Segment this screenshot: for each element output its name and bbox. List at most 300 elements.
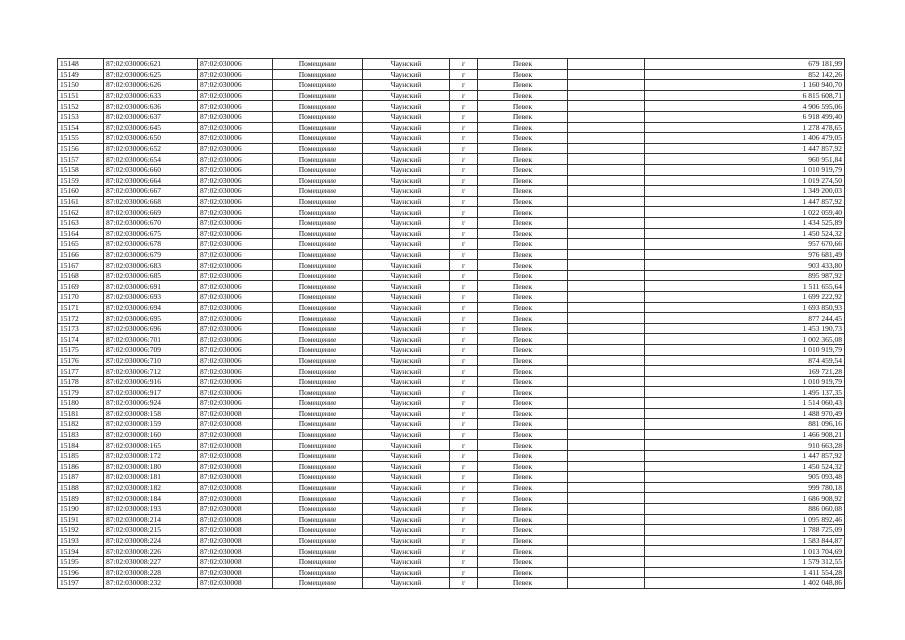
- street-cell: [568, 461, 645, 472]
- settlement-type: г: [450, 323, 478, 334]
- cadastral-number: 87:02:030006:654: [104, 154, 198, 165]
- cadastral-value: 1 019 274,50: [645, 175, 845, 186]
- row-number: 15155: [58, 133, 104, 144]
- cadastral-value: 960 951,84: [645, 154, 845, 165]
- settlement-name: Певек: [478, 493, 568, 504]
- cadastral-value: 1 511 655,64: [645, 281, 845, 292]
- cadastral-number: 87:02:030008:184: [104, 493, 198, 504]
- district-name: Чаунский: [363, 143, 450, 154]
- cadastral-value: 957 670,66: [645, 239, 845, 250]
- row-number: 15170: [58, 292, 104, 303]
- district-name: Чаунский: [363, 239, 450, 250]
- street-cell: [568, 175, 645, 186]
- cadastral-value: 1 160 940,70: [645, 80, 845, 91]
- settlement-name: Певек: [478, 514, 568, 525]
- cadastral-number: 87:02:030006:694: [104, 302, 198, 313]
- settlement-type: г: [450, 408, 478, 419]
- settlement-type: г: [450, 567, 478, 578]
- street-cell: [568, 482, 645, 493]
- cadastral-value: 1 788 725,09: [645, 525, 845, 536]
- cadastral-block: 87:02:030008: [198, 482, 273, 493]
- object-type: Помещение: [273, 270, 363, 281]
- row-number: 15196: [58, 567, 104, 578]
- object-type: Помещение: [273, 69, 363, 80]
- cadastral-number: 87:02:030006:670: [104, 217, 198, 228]
- object-type: Помещение: [273, 567, 363, 578]
- cadastral-value-table: [57, 58, 845, 589]
- table-row: [58, 334, 845, 345]
- street-cell: [568, 345, 645, 356]
- district-name: Чаунский: [363, 101, 450, 112]
- cadastral-number: 87:02:030006:675: [104, 228, 198, 239]
- district-name: Чаунский: [363, 186, 450, 197]
- cadastral-value: 1 010 919,79: [645, 345, 845, 356]
- row-number: 15178: [58, 376, 104, 387]
- district-name: Чаунский: [363, 133, 450, 144]
- settlement-name: Певек: [478, 482, 568, 493]
- cadastral-block: 87:02:030008: [198, 429, 273, 440]
- district-name: Чаунский: [363, 408, 450, 419]
- street-cell: [568, 154, 645, 165]
- object-type: Помещение: [273, 556, 363, 567]
- object-type: Помещение: [273, 525, 363, 536]
- street-cell: [568, 450, 645, 461]
- settlement-name: Певек: [478, 546, 568, 557]
- street-cell: [568, 567, 645, 578]
- settlement-type: г: [450, 387, 478, 398]
- settlement-name: Певек: [478, 228, 568, 239]
- settlement-type: г: [450, 281, 478, 292]
- settlement-name: Певек: [478, 440, 568, 451]
- table-row: [58, 482, 845, 493]
- object-type: Помещение: [273, 398, 363, 409]
- cadastral-block: 87:02:030006: [198, 69, 273, 80]
- table-row: [58, 429, 845, 440]
- table-row: [58, 260, 845, 271]
- table-row: [58, 546, 845, 557]
- cadastral-block: 87:02:030008: [198, 419, 273, 430]
- table-row: [58, 345, 845, 356]
- cadastral-value: 1 699 222,92: [645, 292, 845, 303]
- settlement-type: г: [450, 164, 478, 175]
- row-number: 15193: [58, 535, 104, 546]
- row-number: 15156: [58, 143, 104, 154]
- row-number: 15148: [58, 59, 104, 70]
- row-number: 15157: [58, 154, 104, 165]
- cadastral-block: 87:02:030006: [198, 334, 273, 345]
- settlement-name: Певек: [478, 249, 568, 260]
- cadastral-value: 1 002 365,08: [645, 334, 845, 345]
- settlement-type: г: [450, 376, 478, 387]
- table-row: [58, 101, 845, 112]
- cadastral-block: 87:02:030006: [198, 376, 273, 387]
- table-row: [58, 366, 845, 377]
- cadastral-block: 87:02:030008: [198, 503, 273, 514]
- settlement-name: Певек: [478, 196, 568, 207]
- street-cell: [568, 525, 645, 536]
- street-cell: [568, 122, 645, 133]
- street-cell: [568, 164, 645, 175]
- cadastral-block: 87:02:030008: [198, 578, 273, 589]
- cadastral-number: 87:02:030008:158: [104, 408, 198, 419]
- cadastral-value: 910 663,28: [645, 440, 845, 451]
- table-row: [58, 69, 845, 80]
- row-number: 15184: [58, 440, 104, 451]
- object-type: Помещение: [273, 154, 363, 165]
- cadastral-block: 87:02:030006: [198, 355, 273, 366]
- row-number: 15185: [58, 450, 104, 461]
- row-number: 15154: [58, 122, 104, 133]
- settlement-type: г: [450, 260, 478, 271]
- cadastral-value: 1 579 312,55: [645, 556, 845, 567]
- object-type: Помещение: [273, 217, 363, 228]
- cadastral-number: 87:02:030006:621: [104, 59, 198, 70]
- cadastral-number: 87:02:030008:165: [104, 440, 198, 451]
- settlement-name: Певек: [478, 111, 568, 122]
- district-name: Чаунский: [363, 493, 450, 504]
- street-cell: [568, 270, 645, 281]
- table-row: [58, 217, 845, 228]
- table-body: [58, 59, 845, 589]
- object-type: Помещение: [273, 450, 363, 461]
- cadastral-number: 87:02:030006:695: [104, 313, 198, 324]
- table-row: [58, 122, 845, 133]
- object-type: Помещение: [273, 472, 363, 483]
- table-row: [58, 90, 845, 101]
- district-name: Чаунский: [363, 567, 450, 578]
- table-row: [58, 133, 845, 144]
- settlement-name: Певек: [478, 387, 568, 398]
- table-row: [58, 270, 845, 281]
- district-name: Чаунский: [363, 398, 450, 409]
- object-type: Помещение: [273, 440, 363, 451]
- cadastral-number: 87:02:030006:693: [104, 292, 198, 303]
- cadastral-number: 87:02:030006:636: [104, 101, 198, 112]
- object-type: Помещение: [273, 122, 363, 133]
- street-cell: [568, 313, 645, 324]
- object-type: Помещение: [273, 313, 363, 324]
- street-cell: [568, 59, 645, 70]
- cadastral-block: 87:02:030006: [198, 90, 273, 101]
- cadastral-value: 6 815 608,71: [645, 90, 845, 101]
- settlement-type: г: [450, 228, 478, 239]
- district-name: Чаунский: [363, 249, 450, 260]
- settlement-name: Певек: [478, 69, 568, 80]
- cadastral-block: 87:02:030006: [198, 164, 273, 175]
- object-type: Помещение: [273, 366, 363, 377]
- street-cell: [568, 80, 645, 91]
- cadastral-number: 87:02:030006:917: [104, 387, 198, 398]
- cadastral-block: 87:02:030006: [198, 101, 273, 112]
- cadastral-value: 874 459,54: [645, 355, 845, 366]
- cadastral-block: 87:02:030006: [198, 133, 273, 144]
- cadastral-block: 87:02:030006: [198, 270, 273, 281]
- settlement-name: Певек: [478, 503, 568, 514]
- row-number: 15175: [58, 345, 104, 356]
- object-type: Помещение: [273, 546, 363, 557]
- district-name: Чаунский: [363, 472, 450, 483]
- settlement-type: г: [450, 535, 478, 546]
- object-type: Помещение: [273, 90, 363, 101]
- cadastral-number: 87:02:030008:215: [104, 525, 198, 536]
- table-row: [58, 302, 845, 313]
- row-number: 15158: [58, 164, 104, 175]
- settlement-name: Певек: [478, 472, 568, 483]
- cadastral-block: 87:02:030008: [198, 567, 273, 578]
- row-number: 15197: [58, 578, 104, 589]
- cadastral-block: 87:02:030008: [198, 525, 273, 536]
- table-row: [58, 493, 845, 504]
- district-name: Чаунский: [363, 260, 450, 271]
- settlement-type: г: [450, 556, 478, 567]
- settlement-type: г: [450, 292, 478, 303]
- cadastral-value: 1 411 554,28: [645, 567, 845, 578]
- district-name: Чаунский: [363, 281, 450, 292]
- settlement-type: г: [450, 207, 478, 218]
- row-number: 15181: [58, 408, 104, 419]
- table-row: [58, 281, 845, 292]
- settlement-name: Певек: [478, 355, 568, 366]
- table-row: [58, 472, 845, 483]
- settlement-type: г: [450, 217, 478, 228]
- settlement-type: г: [450, 302, 478, 313]
- row-number: 15195: [58, 556, 104, 567]
- settlement-type: г: [450, 143, 478, 154]
- table-row: [58, 249, 845, 260]
- street-cell: [568, 546, 645, 557]
- settlement-type: г: [450, 111, 478, 122]
- object-type: Помещение: [273, 196, 363, 207]
- cadastral-block: 87:02:030006: [198, 111, 273, 122]
- cadastral-value: 852 142,26: [645, 69, 845, 80]
- cadastral-number: 87:02:030006:667: [104, 186, 198, 197]
- object-type: Помещение: [273, 228, 363, 239]
- cadastral-value: 895 987,92: [645, 270, 845, 281]
- district-name: Чаунский: [363, 228, 450, 239]
- row-number: 15186: [58, 461, 104, 472]
- table-row: [58, 154, 845, 165]
- cadastral-number: 87:02:030006:712: [104, 366, 198, 377]
- object-type: Помещение: [273, 292, 363, 303]
- settlement-type: г: [450, 355, 478, 366]
- row-number: 15162: [58, 207, 104, 218]
- cadastral-value: 1 095 892,46: [645, 514, 845, 525]
- street-cell: [568, 249, 645, 260]
- object-type: Помещение: [273, 334, 363, 345]
- settlement-type: г: [450, 525, 478, 536]
- row-number: 15160: [58, 186, 104, 197]
- table-row: [58, 461, 845, 472]
- street-cell: [568, 228, 645, 239]
- cadastral-value: 1 406 479,05: [645, 133, 845, 144]
- table-row: [58, 408, 845, 419]
- cadastral-block: 87:02:030006: [198, 302, 273, 313]
- street-cell: [568, 196, 645, 207]
- district-name: Чаунский: [363, 270, 450, 281]
- object-type: Помещение: [273, 249, 363, 260]
- district-name: Чаунский: [363, 80, 450, 91]
- settlement-type: г: [450, 472, 478, 483]
- settlement-name: Певек: [478, 302, 568, 313]
- cadastral-number: 87:02:030006:924: [104, 398, 198, 409]
- street-cell: [568, 260, 645, 271]
- cadastral-number: 87:02:030006:669: [104, 207, 198, 218]
- row-number: 15189: [58, 493, 104, 504]
- table-row: [58, 80, 845, 91]
- cadastral-block: 87:02:030006: [198, 345, 273, 356]
- cadastral-value: 1 583 844,87: [645, 535, 845, 546]
- settlement-name: Певек: [478, 419, 568, 430]
- row-number: 15165: [58, 239, 104, 250]
- cadastral-number: 87:02:030008:193: [104, 503, 198, 514]
- cadastral-block: 87:02:030006: [198, 387, 273, 398]
- object-type: Помещение: [273, 355, 363, 366]
- object-type: Помещение: [273, 281, 363, 292]
- settlement-type: г: [450, 133, 478, 144]
- district-name: Чаунский: [363, 323, 450, 334]
- district-name: Чаунский: [363, 556, 450, 567]
- row-number: 15183: [58, 429, 104, 440]
- row-number: 15149: [58, 69, 104, 80]
- street-cell: [568, 292, 645, 303]
- row-number: 15169: [58, 281, 104, 292]
- object-type: Помещение: [273, 482, 363, 493]
- object-type: Помещение: [273, 408, 363, 419]
- settlement-name: Певек: [478, 461, 568, 472]
- cadastral-number: 87:02:030008:182: [104, 482, 198, 493]
- cadastral-block: 87:02:030008: [198, 556, 273, 567]
- table-row: [58, 440, 845, 451]
- cadastral-value: 1 495 137,35: [645, 387, 845, 398]
- object-type: Помещение: [273, 323, 363, 334]
- cadastral-block: 87:02:030008: [198, 493, 273, 504]
- cadastral-block: 87:02:030006: [198, 143, 273, 154]
- settlement-name: Певек: [478, 292, 568, 303]
- object-type: Помещение: [273, 80, 363, 91]
- table-row: [58, 186, 845, 197]
- table-row: [58, 175, 845, 186]
- table-row: [58, 196, 845, 207]
- cadastral-number: 87:02:030006:664: [104, 175, 198, 186]
- cadastral-value: 1 450 524,32: [645, 461, 845, 472]
- cadastral-number: 87:02:030008:181: [104, 472, 198, 483]
- settlement-type: г: [450, 546, 478, 557]
- settlement-type: г: [450, 429, 478, 440]
- cadastral-value: 1 022 059,40: [645, 207, 845, 218]
- row-number: 15171: [58, 302, 104, 313]
- cadastral-value: 1 402 048,86: [645, 578, 845, 589]
- cadastral-number: 87:02:030008:214: [104, 514, 198, 525]
- street-cell: [568, 429, 645, 440]
- cadastral-value: 999 780,18: [645, 482, 845, 493]
- row-number: 15150: [58, 80, 104, 91]
- table-row: [58, 578, 845, 589]
- district-name: Чаунский: [363, 419, 450, 430]
- street-cell: [568, 408, 645, 419]
- cadastral-value: 1 434 525,89: [645, 217, 845, 228]
- cadastral-value: 1 466 908,21: [645, 429, 845, 440]
- settlement-type: г: [450, 249, 478, 260]
- table-row: [58, 164, 845, 175]
- cadastral-block: 87:02:030006: [198, 398, 273, 409]
- settlement-type: г: [450, 270, 478, 281]
- cadastral-block: 87:02:030006: [198, 217, 273, 228]
- district-name: Чаунский: [363, 546, 450, 557]
- settlement-name: Певек: [478, 578, 568, 589]
- district-name: Чаунский: [363, 196, 450, 207]
- settlement-type: г: [450, 122, 478, 133]
- settlement-name: Певек: [478, 398, 568, 409]
- district-name: Чаунский: [363, 164, 450, 175]
- table-row: [58, 355, 845, 366]
- cadastral-number: 87:02:030006:691: [104, 281, 198, 292]
- cadastral-block: 87:02:030008: [198, 546, 273, 557]
- row-number: 15168: [58, 270, 104, 281]
- settlement-type: г: [450, 345, 478, 356]
- settlement-type: г: [450, 69, 478, 80]
- cadastral-value: 1 278 478,65: [645, 122, 845, 133]
- district-name: Чаунский: [363, 525, 450, 536]
- settlement-name: Певек: [478, 59, 568, 70]
- district-name: Чаунский: [363, 217, 450, 228]
- district-name: Чаунский: [363, 376, 450, 387]
- object-type: Помещение: [273, 207, 363, 218]
- cadastral-block: 87:02:030008: [198, 440, 273, 451]
- district-name: Чаунский: [363, 535, 450, 546]
- settlement-name: Певек: [478, 186, 568, 197]
- cadastral-value: 1 450 524,32: [645, 228, 845, 239]
- cadastral-block: 87:02:030008: [198, 450, 273, 461]
- table-row: [58, 111, 845, 122]
- street-cell: [568, 239, 645, 250]
- district-name: Чаунский: [363, 111, 450, 122]
- settlement-name: Певек: [478, 154, 568, 165]
- row-number: 15172: [58, 313, 104, 324]
- row-number: 15176: [58, 355, 104, 366]
- cadastral-number: 87:02:030006:650: [104, 133, 198, 144]
- table-row: [58, 535, 845, 546]
- settlement-name: Певек: [478, 217, 568, 228]
- table-row: [58, 419, 845, 430]
- street-cell: [568, 376, 645, 387]
- object-type: Помещение: [273, 133, 363, 144]
- cadastral-number: 87:02:030006:696: [104, 323, 198, 334]
- cadastral-block: 87:02:030006: [198, 80, 273, 91]
- object-type: Помещение: [273, 503, 363, 514]
- settlement-type: г: [450, 334, 478, 345]
- settlement-name: Певек: [478, 408, 568, 419]
- settlement-type: г: [450, 196, 478, 207]
- object-type: Помещение: [273, 387, 363, 398]
- street-cell: [568, 133, 645, 144]
- district-name: Чаунский: [363, 514, 450, 525]
- settlement-name: Певек: [478, 270, 568, 281]
- table-row: [58, 567, 845, 578]
- district-name: Чаунский: [363, 207, 450, 218]
- row-number: 15163: [58, 217, 104, 228]
- cadastral-block: 87:02:030006: [198, 366, 273, 377]
- table-row: [58, 323, 845, 334]
- cadastral-block: 87:02:030006: [198, 122, 273, 133]
- cadastral-value: 6 918 499,40: [645, 111, 845, 122]
- district-name: Чаунский: [363, 313, 450, 324]
- row-number: 15187: [58, 472, 104, 483]
- district-name: Чаунский: [363, 69, 450, 80]
- cadastral-block: 87:02:030008: [198, 514, 273, 525]
- district-name: Чаунский: [363, 122, 450, 133]
- street-cell: [568, 323, 645, 334]
- cadastral-value: 903 433,80: [645, 260, 845, 271]
